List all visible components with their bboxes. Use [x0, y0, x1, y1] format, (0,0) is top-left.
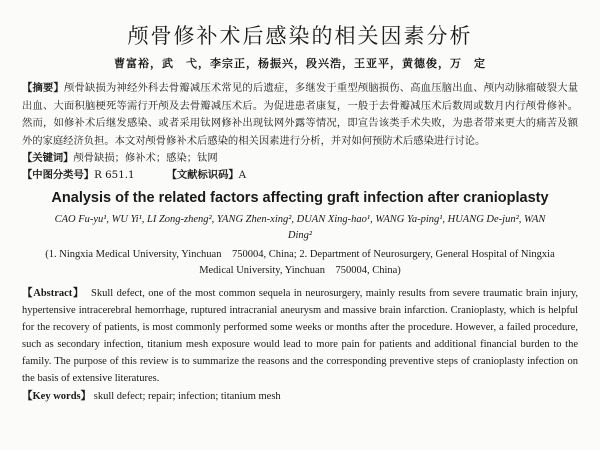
- authors-english: CAO Fu-yu¹, WU Yi¹, LI Zong-zheng², YANG Zhen-xing², DUAN Xing-hao¹, WANG Ya-ping¹, HUANG De-jun², WAN Ding²: [54, 214, 546, 241]
- authors-chinese: 曹富裕，武 弋，李宗正，杨振兴，段兴浩，王亚平，黄德俊，万 定: [114, 57, 486, 70]
- affiliation-english: (1. Ningxia Medical University, Yinchuan 750004, China; 2. Department of Neurosurgery, General Hospital of Ningxia Medical University, Yinchuan 750004, China): [45, 249, 555, 276]
- abstract-chinese: [22, 80, 578, 150]
- keywords-chinese-text: 颅骨缺损；修补术；感染；钛网: [73, 152, 218, 164]
- abstract-english-text: Skull defect, one of the most common sequela in neurosurgery, mainly results from severe traumatic brain injury, hypertensive intracerebral hemorrhage, ruptured intracranial aneurysm and massive brain infarction. Cranioplasty, which is helpful for the recovery of patients, is most commonly performed some weeks or months after the procedure. However, a failed procedure, such as secondary infection, titanium mesh exposure would lead to more pain for patients and additional financial burden to the family. The purpose of this review is to summarize the reasons and the corresponding preventive steps of cranioplasty infection on the basis of extensive literatures.: [22, 288, 579, 384]
- keywords-english-label: 【Key words】: [22, 391, 92, 402]
- clc-label: 【中图分类号】: [22, 169, 95, 181]
- keywords-english: [22, 388, 578, 405]
- keywords-chinese-label: 【关键词】: [22, 152, 74, 164]
- doc-label: 【文献标识码】: [166, 169, 239, 181]
- title-chinese: 颅骨修补术后感染的相关因素分析: [127, 24, 473, 48]
- abstract-chinese-label: 【摘要】: [22, 82, 64, 94]
- doc-value: A: [238, 169, 247, 181]
- clc-code: [22, 167, 135, 184]
- abstract-chinese-text: 颅骨缺损为神经外科去骨瓣减压术常见的后遗症，多继发于重型颅脑损伤、高血压脑出血、颅内动脉瘤破裂大量出血、大面积脑梗死等需行开颅及去骨瓣减压术后。为促进患者康复，一般于去骨瓣减压术后数周或数月内行颅骨修补。然而，如修补术后继发感染、或者采用钛网修补出现钛网外露等情况，即宣告该类手术失败，为患者带来更大的痛苦及额外的家庭经济负担。本文对颅骨修补术后感染的相关因素进行分析，并对如何预防术后感染进行讨论。: [22, 82, 579, 147]
- title-english: Analysis of the related factors affecting graft infection after cranioplasty: [51, 190, 549, 206]
- classification-row: [22, 167, 578, 184]
- clc-value: R 651.1: [94, 169, 135, 181]
- abstract-english-label: 【Abstract】: [22, 288, 85, 299]
- abstract-english: [22, 285, 578, 387]
- keywords-chinese: [22, 150, 578, 167]
- doc-code: [167, 167, 247, 184]
- keywords-english-text: skull defect; repair; infection; titanium mesh: [93, 391, 281, 402]
